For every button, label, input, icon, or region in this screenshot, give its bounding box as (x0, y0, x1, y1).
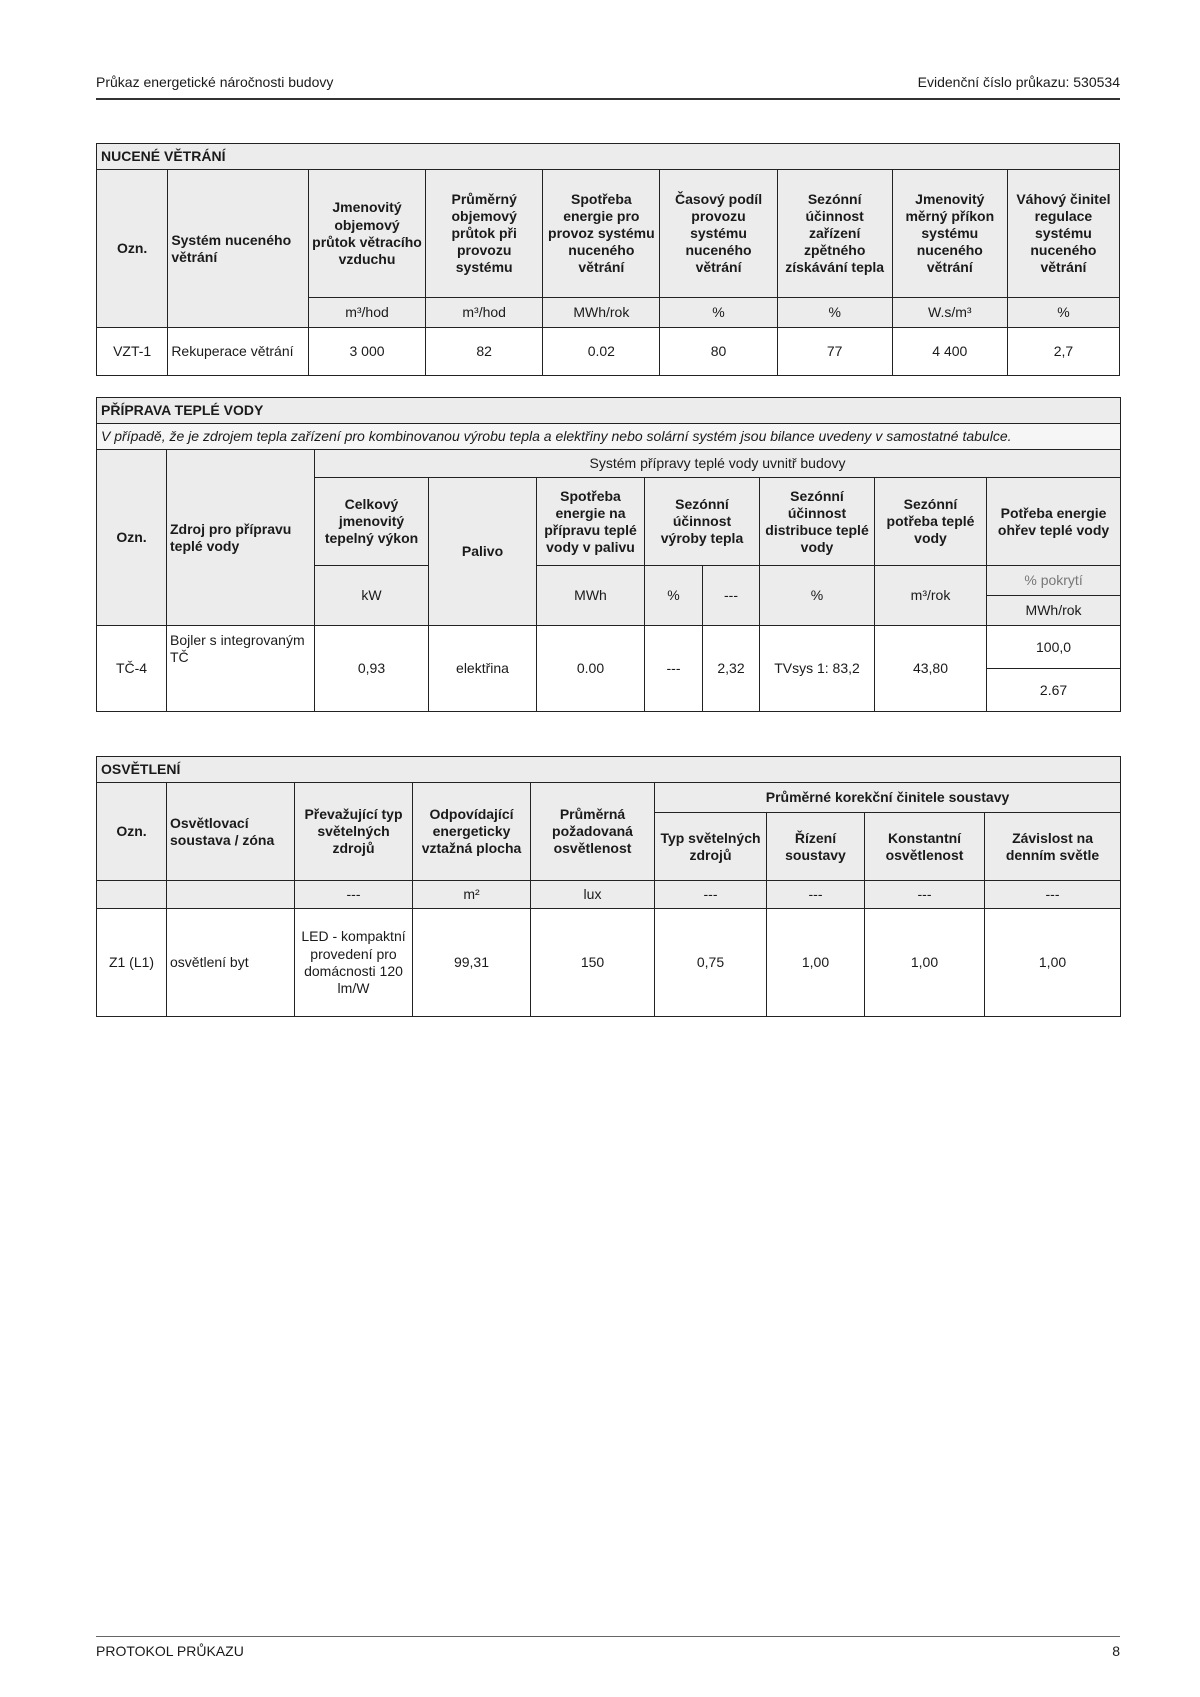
column-header: Potřeba energie ohřev teplé vody (987, 478, 1121, 566)
column-header: Jmenovitý měrný příkon systému nuceného větrání (892, 170, 1007, 298)
cell-zone: osvětlení byt (167, 909, 295, 1017)
cell-value: 1,00 (985, 909, 1121, 1017)
cell-value: 2,32 (703, 626, 760, 712)
cell-system: Rekuperace větrání (168, 328, 309, 376)
unit-label: MWh/rok (1025, 602, 1082, 619)
unit-label: --- (985, 881, 1121, 909)
table-row (97, 626, 1121, 712)
page-number: 8 (1112, 1643, 1120, 1659)
column-header: Sezónní potřeba teplé vody (875, 478, 987, 566)
cell-value: 100,0 (987, 626, 1120, 669)
unit-label: % pokrytí (987, 566, 1120, 596)
unit-label: W.s/m³ (892, 298, 1007, 328)
cell-value: 150 (531, 909, 655, 1017)
column-header: Převažující typ světelných zdrojů (295, 783, 413, 881)
column-header: Ozn. (97, 170, 168, 328)
column-header: Jmenovitý objemový průtok větracího vzduchu (308, 170, 425, 298)
unit-label: m³/hod (426, 298, 543, 328)
column-header: Spotřeba energie pro provoz systému nuceného větrání (543, 170, 660, 298)
cell-value: 0,75 (655, 909, 767, 1017)
column-header: Sezónní účinnost distribuce teplé vody (760, 478, 875, 566)
unit-label: --- (703, 566, 760, 626)
unit-stack (987, 566, 1121, 626)
column-header: Odpovídající energeticky vztažná plocha (413, 783, 531, 881)
unit-label: % (645, 566, 703, 626)
unit-label: --- (655, 881, 767, 909)
cell-value: 2,7 (1007, 328, 1119, 376)
column-header: Systém nuceného větrání (168, 170, 309, 328)
column-header: Průměrný objemový průtok při provozu systému (426, 170, 543, 298)
column-header: Osvětlovací soustava / zóna (167, 783, 295, 881)
unit-label: lux (531, 881, 655, 909)
cell-value: TVsys 1: 83,2 (760, 626, 875, 712)
cell-value: 0.02 (543, 328, 660, 376)
column-header: Ozn. (97, 783, 167, 881)
unit-label: % (1007, 298, 1119, 328)
cell-value: LED - kompaktní provedení pro domácnosti 120 lm/W (295, 909, 413, 1017)
column-header: Celkový jmenovitý tepelný výkon (315, 478, 429, 566)
table-row (97, 909, 1121, 1017)
section-title: PŘÍPRAVA TEPLÉ VODY (97, 398, 1121, 424)
column-header: Ozn. (97, 450, 167, 626)
cell-value: 80 (660, 328, 777, 376)
unit-label: % (760, 566, 875, 626)
unit-label: m² (413, 881, 531, 909)
cell-value: 82 (426, 328, 543, 376)
column-header: Zdroj pro přípravu teplé vody (167, 450, 315, 626)
column-header: Sezónní účinnost výroby tepla (645, 478, 760, 566)
unit-label: m³/rok (875, 566, 987, 626)
unit-spacer (167, 881, 295, 909)
table-row (97, 328, 1120, 376)
group-header: Průměrné korekční činitele soustavy (655, 783, 1121, 813)
cell-value: elektřina (429, 626, 537, 712)
cell-ozn: VZT-1 (97, 328, 168, 376)
section-title: NUCENÉ VĚTRÁNÍ (97, 144, 1120, 170)
cell-ozn: Z1 (L1) (97, 909, 167, 1017)
unit-label: % (777, 298, 892, 328)
cell-zdroj: Bojler s integrovaným TČ (167, 626, 315, 712)
unit-label: --- (767, 881, 865, 909)
note-text: V případě, že je zdrojem tepla zařízení pro kombinovanou výrobu tepla a elektřiny nebo solární systém jsou bilance uvedeny v samostatné tabulce. (97, 424, 1121, 450)
unit-label: MWh (537, 566, 645, 626)
column-header: Sezónní účinnost zařízení zpětného získávání tepla (777, 170, 892, 298)
section-title: OSVĚTLENÍ (97, 757, 1121, 783)
unit-label: kW (315, 566, 429, 626)
column-header: Závislost na denním světle (985, 813, 1121, 881)
cell-value: 4 400 (892, 328, 1007, 376)
cell-value: 2.67 (1039, 682, 1068, 699)
lighting-table (96, 756, 1121, 1017)
cell-value: 1,00 (865, 909, 985, 1017)
column-header: Časový podíl provozu systému nuceného větrání (660, 170, 777, 298)
cell-value: 99,31 (413, 909, 531, 1017)
ventilation-table (96, 143, 1120, 376)
cell-ozn: TČ-4 (97, 626, 167, 712)
unit-label: --- (295, 881, 413, 909)
unit-label: --- (865, 881, 985, 909)
cell-value: 1,00 (767, 909, 865, 1017)
column-header: Váhový činitel regulace systému nuceného větrání (1007, 170, 1119, 298)
column-header: Průměrná požadovaná osvětlenost (531, 783, 655, 881)
cell-stack (987, 626, 1121, 712)
page-header (96, 72, 1120, 100)
column-header: Konstantní osvětlenost (865, 813, 985, 881)
hot-water-table (96, 397, 1121, 712)
column-header: Palivo (429, 478, 537, 626)
cell-value: 43,80 (875, 626, 987, 712)
group-header: Systém přípravy teplé vody uvnitř budovy (315, 450, 1121, 478)
column-header: Řízení soustavy (767, 813, 865, 881)
unit-label: MWh/rok (543, 298, 660, 328)
document-title: Průkaz energetické náročnosti budovy (96, 74, 334, 90)
unit-label: % (660, 298, 777, 328)
unit-spacer (97, 881, 167, 909)
column-header: Typ světelných zdrojů (655, 813, 767, 881)
cell-value: --- (645, 626, 703, 712)
cell-value: 77 (777, 328, 892, 376)
cell-value: 0.00 (537, 626, 645, 712)
cell-value: 0,93 (315, 626, 429, 712)
footer-label: PROTOKOL PRŮKAZU (96, 1643, 244, 1659)
unit-label: m³/hod (308, 298, 425, 328)
column-header: Spotřeba energie na přípravu teplé vody v palivu (537, 478, 645, 566)
page-footer (96, 1636, 1120, 1659)
cell-value: 3 000 (308, 328, 425, 376)
evidence-number: Evidenční číslo průkazu: 530534 (917, 74, 1120, 90)
